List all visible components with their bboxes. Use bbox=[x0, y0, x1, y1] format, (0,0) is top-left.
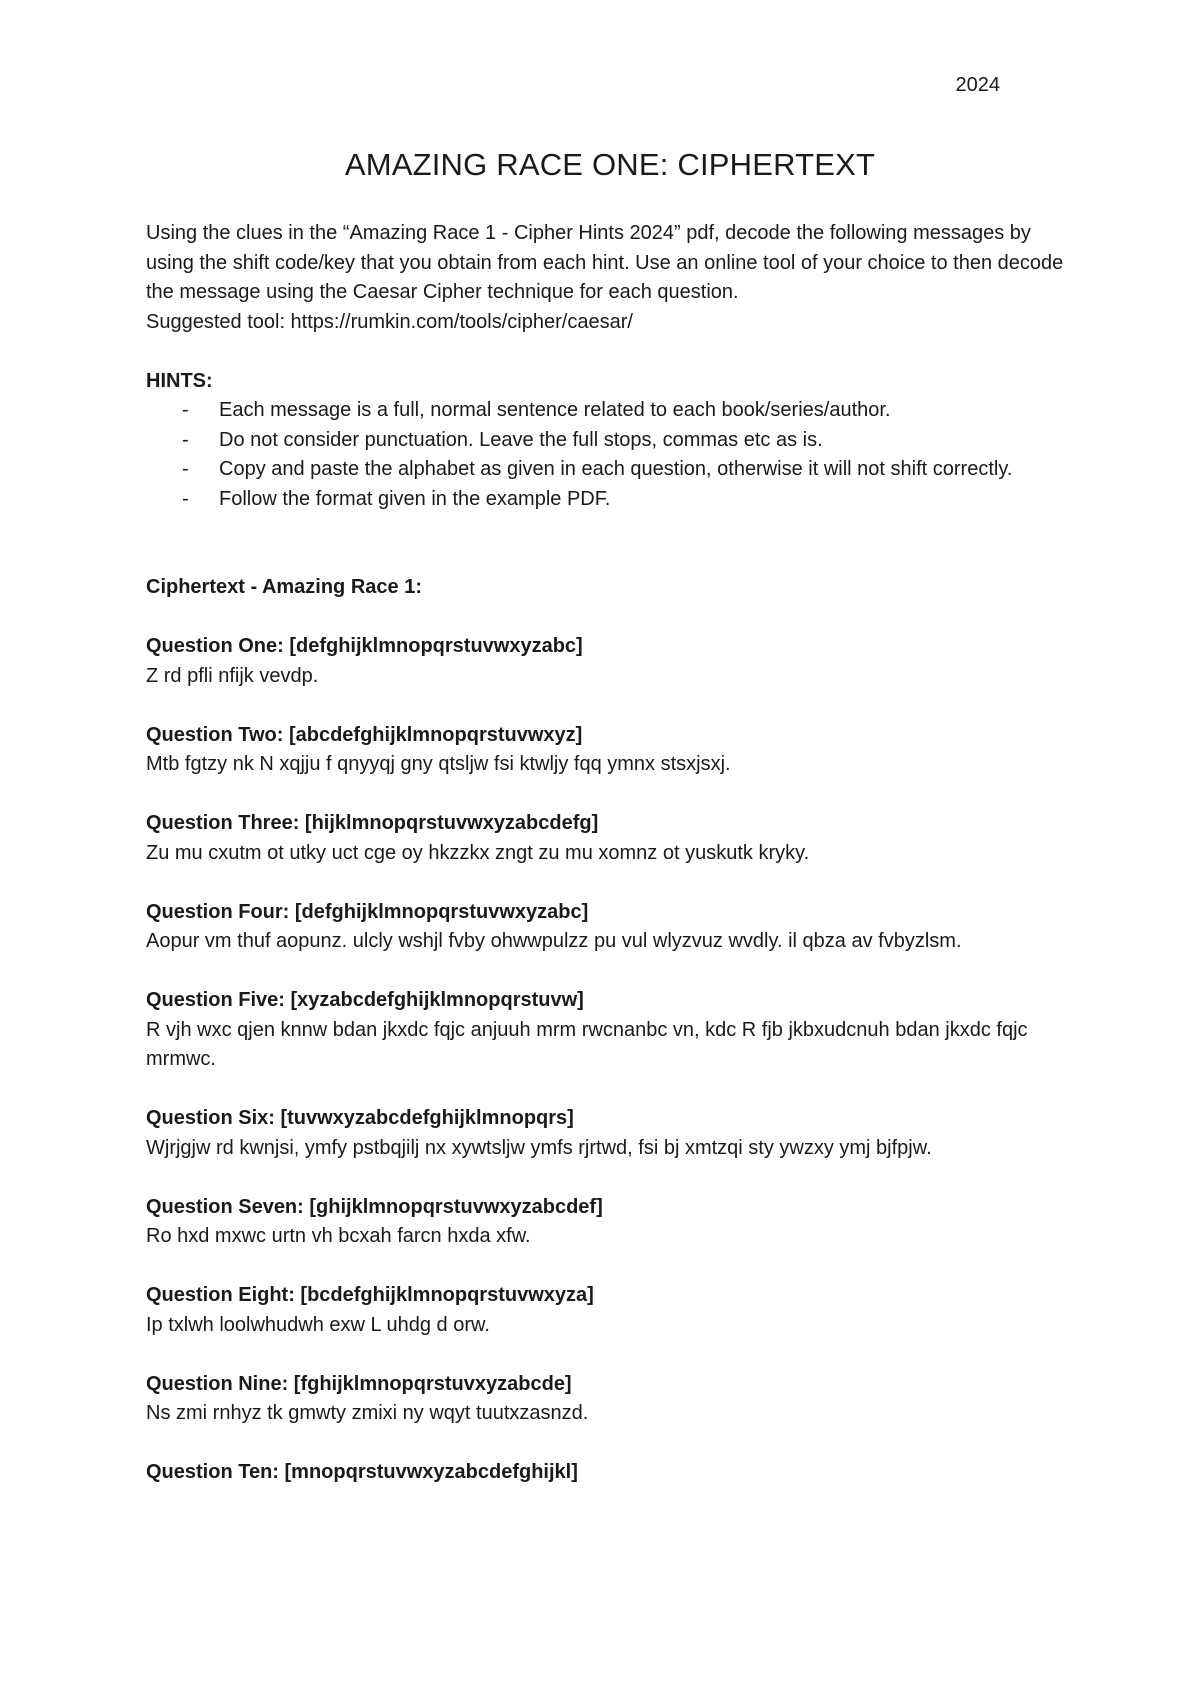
intro-section bbox=[146, 219, 1066, 337]
hint-text: Copy and paste the alphabet as given in each question, otherwise it will not shift correctly. bbox=[219, 458, 1013, 480]
question-heading: Question Ten: [mnopqrstuvwxyzabcdefghijkl] bbox=[146, 1461, 578, 1483]
hint-item bbox=[146, 455, 1066, 485]
question-three bbox=[146, 809, 1066, 868]
question-heading: Question Three: [hijklmnopqrstuvwxyzabcdefg] bbox=[146, 812, 599, 834]
hints-list bbox=[146, 396, 1066, 514]
hint-text: Do not consider punctuation. Leave the full stops, commas etc as is. bbox=[219, 428, 823, 451]
question-heading: Question Two: [abcdefghijklmnopqrstuvwxyz] bbox=[146, 723, 583, 746]
question-two bbox=[146, 721, 1066, 780]
bullet-dash: - bbox=[182, 487, 189, 510]
question-one bbox=[146, 632, 1066, 691]
ciphertext-section-heading: Ciphertext - Amazing Race 1: bbox=[146, 576, 422, 598]
hint-item bbox=[146, 396, 1066, 426]
suggested-tool: Suggested tool: https://rumkin.com/tools/cipher/caesar/ bbox=[146, 310, 633, 333]
hint-item bbox=[146, 485, 1066, 515]
question-nine bbox=[146, 1370, 1066, 1429]
question-heading: Question Nine: [fghijklmnopqrstuvxyzabcde] bbox=[146, 1372, 572, 1395]
ciphertext: R vjh wxc qjen knnw bdan jkxdc fqjc anjuuh mrm rwcnanbc vn, kdc R fjb jkbxudcnuh bdan jkxdc fqjc mrmwc. bbox=[146, 1018, 1028, 1070]
hint-text: Each message is a full, normal sentence related to each book/series/author. bbox=[219, 399, 891, 421]
ciphertext: Z rd pfli nfijk vevdp. bbox=[146, 664, 319, 687]
ciphertext: Ro hxd mxwc urtn vh bcxah farcn hxda xfw. bbox=[146, 1225, 531, 1247]
page-title: AMAZING RACE ONE: CIPHERTEXT bbox=[344, 147, 876, 182]
document-body bbox=[146, 219, 1066, 1488]
header-year: 2024 bbox=[955, 74, 1000, 96]
question-five bbox=[146, 986, 1066, 1075]
bullet-dash: - bbox=[182, 399, 189, 421]
ciphertext: Ip txlwh loolwhudwh exw L uhdg d orw. bbox=[146, 1313, 490, 1336]
ciphertext: Zu mu cxutm ot utky uct cge oy hkzzkx zngt zu mu xomnz ot yuskutk kryky. bbox=[146, 841, 810, 864]
question-heading: Question Seven: [ghijklmnopqrstuvwxyzabcdef] bbox=[146, 1195, 603, 1218]
question-heading: Question Six: [tuvwxyzabcdefghijklmnopqrs] bbox=[146, 1107, 574, 1129]
question-four bbox=[146, 898, 1066, 957]
hint-item bbox=[146, 426, 1066, 456]
ciphertext: Ns zmi rnhyz tk gmwty zmixi ny wqyt tuutxzasnzd. bbox=[146, 1402, 589, 1424]
question-ten bbox=[146, 1458, 1066, 1488]
bullet-dash: - bbox=[182, 458, 189, 480]
question-heading: Question Eight: [bcdefghijklmnopqrstuvwxyza] bbox=[146, 1284, 594, 1306]
question-seven bbox=[146, 1193, 1066, 1252]
question-heading: Question Five: [xyzabcdefghijklmnopqrstuvw] bbox=[146, 989, 584, 1011]
question-heading: Question One: [defghijklmnopqrstuvwxyzabc] bbox=[146, 635, 583, 657]
question-heading: Question Four: [defghijklmnopqrstuvwxyzabc] bbox=[146, 900, 589, 923]
bullet-dash: - bbox=[182, 428, 189, 451]
ciphertext: Wjrjgjw rd kwnjsi, ymfy pstbqjilj nx xywtsljw ymfs rjrtwd, fsi bj xmtzqi sty ywzxy ymj bjfpjw. bbox=[146, 1136, 932, 1159]
question-eight bbox=[146, 1281, 1066, 1340]
hints-heading: HINTS: bbox=[146, 369, 213, 392]
ciphertext: Aopur vm thuf aopunz. ulcly wshjl fvby ohwwpulzz pu vul wlyzvuz wvdly. il qbza av fvbyzlsm. bbox=[146, 930, 962, 952]
intro-paragraph: Using the clues in the “Amazing Race 1 - Cipher Hints 2024” pdf, decode the following messages by using the shift code/key that you obtain from each hint. Use an online tool of your choice to then decode the message using the Caesar Cipher technique for each question. bbox=[146, 222, 1064, 303]
question-six bbox=[146, 1104, 1066, 1163]
hint-text: Follow the format given in the example PDF. bbox=[219, 487, 611, 510]
ciphertext: Mtb fgtzy nk N xqjju f qnyyqj gny qtsljw fsi ktwljy fqq ymnx stsxjsxj. bbox=[146, 753, 731, 775]
